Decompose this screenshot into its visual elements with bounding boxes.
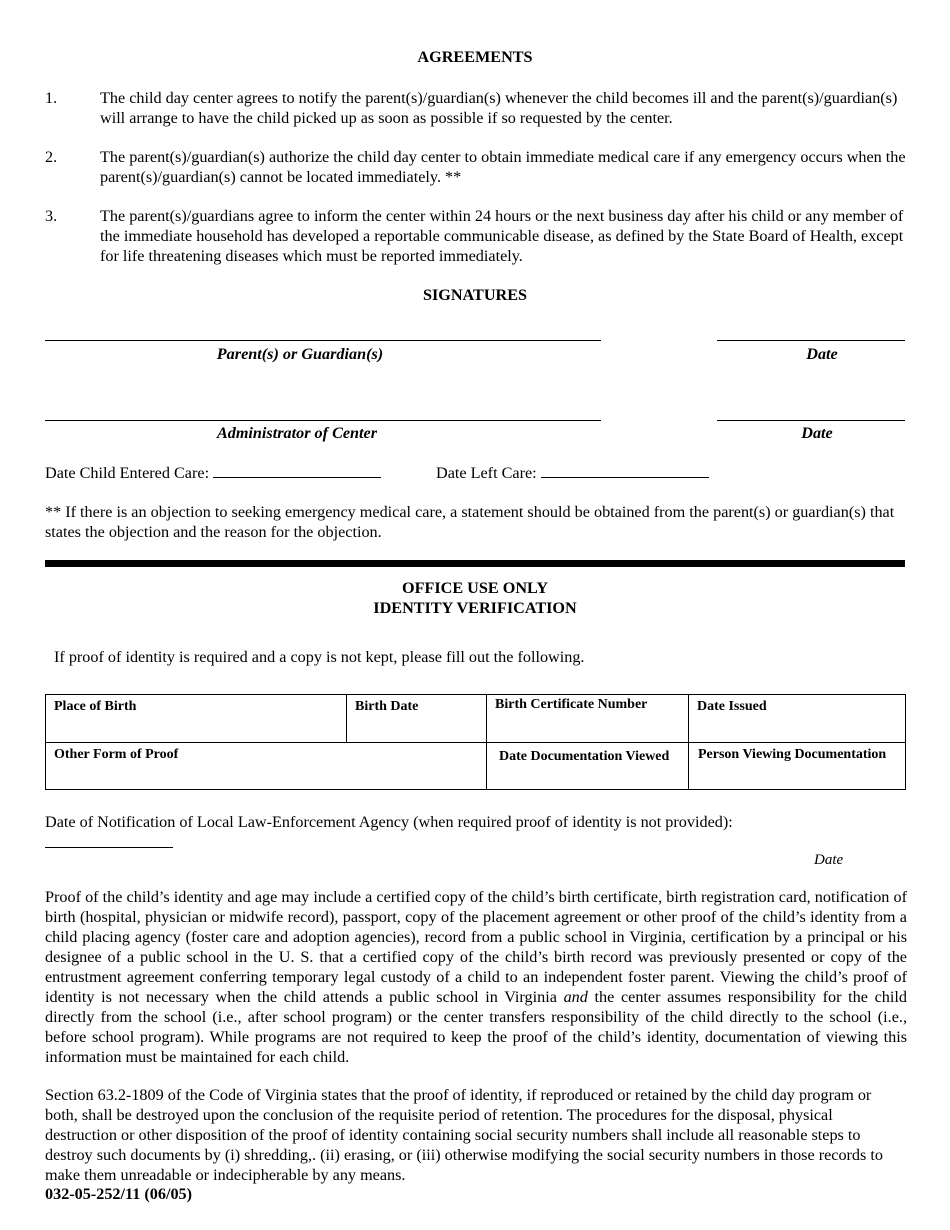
date-left-care-field bbox=[436, 463, 709, 483]
place-of-birth-cell[interactable] bbox=[46, 695, 347, 743]
person-viewing-documentation-cell[interactable] bbox=[689, 743, 906, 790]
agreement-number: 3. bbox=[45, 207, 58, 225]
date-issued-cell[interactable] bbox=[689, 695, 906, 743]
proof-text-part2: the center assumes responsibility for the child directly from the school (i.e., after school program) or the center transfers responsibility of the child directly to the school (i.e., before school program). While programs are not required to keep the proof of the child’s identity, documentation of viewing this information must be maintained for each child. bbox=[45, 988, 907, 1066]
notification-date-caption: Date bbox=[814, 852, 844, 868]
person-viewing-documentation-label: Person Viewing Documentation bbox=[698, 747, 887, 762]
date-left-care-label: Date Left Care: bbox=[436, 464, 537, 482]
identity-instruction: If proof of identity is required and a copy is not kept, please fill out the following. bbox=[54, 648, 585, 666]
date-documentation-viewed-cell[interactable] bbox=[487, 743, 689, 790]
objection-note: ** If there is an objection to seeking emergency medical care, a statement should be obtained from the parent(s) or guardian(s) that states the objection and the reason for the objection. bbox=[45, 503, 895, 541]
date-entered-care-label: Date Child Entered Care: bbox=[45, 464, 210, 482]
date-entered-care-input[interactable] bbox=[213, 463, 381, 478]
other-form-of-proof-label: Other Form of Proof bbox=[54, 747, 179, 762]
birth-certificate-number-label: Birth Certificate Number bbox=[495, 697, 648, 712]
identity-verification-heading: IDENTITY VERIFICATION bbox=[373, 599, 577, 617]
birth-certificate-number-cell[interactable] bbox=[487, 695, 689, 743]
agreement-text: The parent(s)/guardians agree to inform the center within 24 hours or the next business day after his child or any member of the immediate household has developed a reportable communicable disease, as defined by the State Board of Health, except for life threatening diseases which must be reported immediately. bbox=[100, 207, 904, 265]
section-divider bbox=[45, 560, 905, 567]
form-number: 032-05-252/11 (06/05) bbox=[45, 1185, 193, 1203]
parent-date-line[interactable] bbox=[717, 340, 905, 341]
signatures-heading: SIGNATURES bbox=[422, 286, 528, 304]
admin-signature-label: Administrator of Center bbox=[216, 424, 378, 442]
code-of-virginia-paragraph: Section 63.2-1809 of the Code of Virginia states that the proof of identity, if reproduced or retained by the child day program or both, shall be destroyed upon the conclusion of the requisite period of retention. The procedures for the disposal, physical destruction or other disposition of the proof of identity containing social security numbers shall include all reasonable steps to destroy such documents by (i) shredding,. (ii) erasing, or (iii) otherwise modifying the social security numbers in those records to make them unreadable or indecipherable by any means. bbox=[45, 1086, 883, 1184]
parent-date-label: Date bbox=[806, 345, 838, 363]
date-issued-label: Date Issued bbox=[697, 699, 767, 714]
notification-label: Date of Notification of Local Law-Enforcement Agency (when required proof of identity is not provided): bbox=[45, 813, 733, 831]
birth-date-label: Birth Date bbox=[355, 699, 419, 714]
agreement-text: The parent(s)/guardian(s) authorize the child day center to obtain immediate medical care if any emergency occurs when the parent(s)/guardian(s) cannot be located immediately. ** bbox=[100, 148, 906, 186]
agreements-heading: AGREEMENTS bbox=[417, 48, 533, 66]
other-form-of-proof-cell[interactable] bbox=[46, 743, 487, 790]
identity-verification-table bbox=[45, 694, 906, 790]
admin-date-label: Date bbox=[801, 424, 833, 442]
agreement-number: 2. bbox=[45, 148, 58, 166]
agreement-text: The child day center agrees to notify the parent(s)/guardian(s) whenever the child becomes ill and the parent(s)/guardian(s) will arrange to have the child picked up as soon as possible if so requested by the center. bbox=[100, 89, 898, 127]
date-documentation-viewed-label: Date Documentation Viewed bbox=[499, 749, 670, 764]
date-left-care-input[interactable] bbox=[541, 463, 709, 478]
parent-signature-label: Parent(s) or Guardian(s) bbox=[216, 345, 384, 363]
notification-date-line[interactable] bbox=[45, 847, 173, 848]
birth-date-cell[interactable] bbox=[347, 695, 487, 743]
proof-text-part1: Proof of the child’s identity and age may include a certified copy of the child’s birth certificate, birth registration card, notification of birth (hospital, physician or midwife record), passport, copy of the placement agreement or other proof of the child’s identity from a child placing agency (foster care and adoption agencies), record from a public school in Virginia, certification by a principal or his designee of a public school in the U. S. that a certified copy of the child’s birth record was previously presented or copy of the entrustment agreement conferring temporary legal custody of a child to an independent foster parent. Viewing the child’s proof of identity is not necessary when the child attends a public school in Virginia bbox=[45, 888, 907, 1006]
parent-signature-line[interactable] bbox=[45, 340, 601, 341]
office-use-heading: OFFICE USE ONLY bbox=[401, 579, 549, 597]
agreement-number: 1. bbox=[45, 89, 58, 107]
date-entered-care-field bbox=[45, 463, 381, 483]
proof-text-emphasis: and bbox=[563, 988, 588, 1006]
table-row bbox=[46, 695, 906, 743]
admin-date-line[interactable] bbox=[717, 420, 905, 421]
proof-of-identity-paragraph bbox=[45, 887, 907, 1067]
admin-signature-line[interactable] bbox=[45, 420, 601, 421]
place-of-birth-label: Place of Birth bbox=[54, 699, 137, 714]
table-row bbox=[46, 743, 906, 790]
